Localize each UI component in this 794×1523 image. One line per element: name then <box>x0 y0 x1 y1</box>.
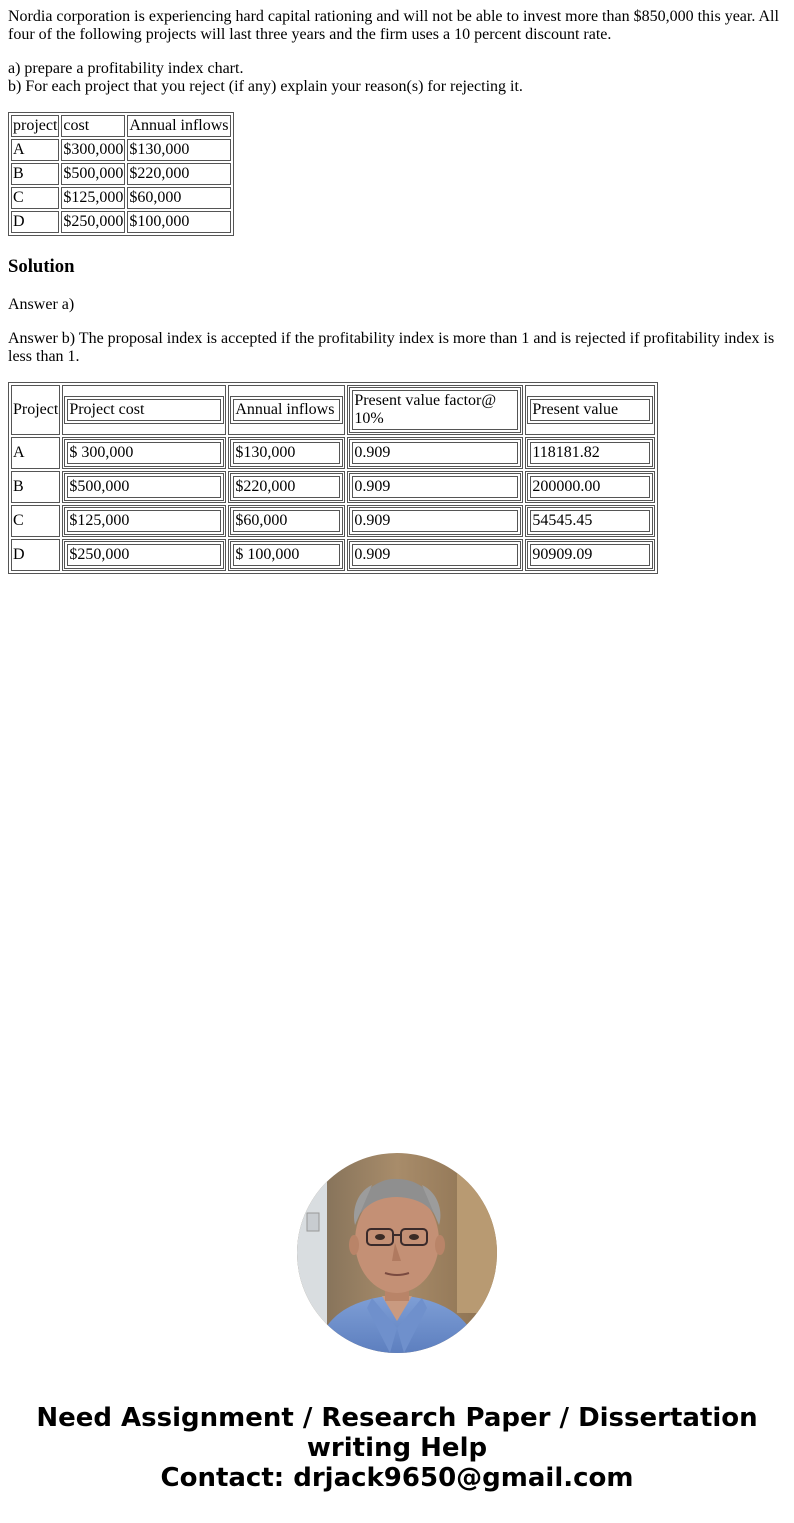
solution-heading: Solution <box>8 256 75 277</box>
header-cell: project <box>11 115 59 137</box>
table-cell: $ 300,000 <box>67 442 221 464</box>
table-cell: C <box>11 187 59 209</box>
table-header-row <box>11 115 231 137</box>
table-row <box>11 539 655 571</box>
footer-line: writing Help <box>306 1433 488 1463</box>
table-row <box>11 163 231 185</box>
table-cell: $60,000 <box>127 187 230 209</box>
header-cell: Present value factor@ 10% <box>352 390 518 430</box>
projects-table <box>8 112 234 236</box>
answer-a: Answer a) <box>8 296 75 313</box>
table-row <box>11 211 231 233</box>
table-cell: $100,000 <box>127 211 230 233</box>
table-cell: D <box>11 211 59 233</box>
table-row <box>11 471 655 503</box>
table-cell: 0.909 <box>352 510 518 532</box>
table-cell: B <box>11 471 60 503</box>
header-cell: Project <box>11 385 60 435</box>
header-cell: Annual inflows <box>127 115 230 137</box>
header-cell: Present value <box>530 399 650 421</box>
table-cell: $250,000 <box>67 544 221 566</box>
table-row <box>11 139 231 161</box>
table-row <box>11 187 231 209</box>
present-value-table <box>8 382 658 574</box>
avatar <box>297 1153 497 1353</box>
table-row <box>11 437 655 469</box>
question-part-b: b) For each project that you reject (if any) explain your reason(s) for rejecting it. <box>8 78 523 95</box>
table-cell: A <box>11 139 59 161</box>
question-part-a: a) prepare a profitability index chart. <box>8 60 244 77</box>
question-parts <box>8 60 786 96</box>
question-intro: Nordia corporation is experiencing hard capital rationing and will not be able to invest more than $850,000 this year. All four of the following projects will last three years and the firm uses a 10 percent discount rate. <box>8 8 779 43</box>
header-cell: cost <box>61 115 125 137</box>
avatar-photo <box>297 1153 497 1353</box>
table-cell: C <box>11 505 60 537</box>
footer-promo <box>0 1403 794 1493</box>
table-cell: $125,000 <box>61 187 125 209</box>
table-cell: A <box>11 437 60 469</box>
header-cell: Annual inflows <box>233 399 340 421</box>
table-cell: $130,000 <box>127 139 230 161</box>
table-cell: 54545.45 <box>530 510 650 532</box>
table-cell: $130,000 <box>233 442 340 464</box>
document-body <box>0 0 794 574</box>
table-cell: D <box>11 539 60 571</box>
footer-line: Need Assignment / Research Paper / Dissertation <box>36 1403 758 1433</box>
table-cell: 0.909 <box>352 476 518 498</box>
table-cell: $60,000 <box>233 510 340 532</box>
table-cell: 200000.00 <box>530 476 650 498</box>
table-cell: 118181.82 <box>530 442 650 464</box>
footer-contact: Contact: drjack9650@gmail.com <box>160 1463 634 1493</box>
table-cell: $250,000 <box>61 211 125 233</box>
header-cell: Project cost <box>67 399 221 421</box>
table-header-row <box>11 385 655 435</box>
table-cell: 0.909 <box>352 544 518 566</box>
table-cell: $125,000 <box>67 510 221 532</box>
table-cell: $500,000 <box>67 476 221 498</box>
table-cell: $220,000 <box>127 163 230 185</box>
table-cell: $ 100,000 <box>233 544 340 566</box>
table-cell: $500,000 <box>61 163 125 185</box>
table-cell: 0.909 <box>352 442 518 464</box>
answer-b: Answer b) The proposal index is accepted if the profitability index is more than 1 and is rejected if profitability index is less than 1. <box>8 330 775 365</box>
table-cell: B <box>11 163 59 185</box>
table-cell: 90909.09 <box>530 544 650 566</box>
table-cell: $220,000 <box>233 476 340 498</box>
table-cell: $300,000 <box>61 139 125 161</box>
table-row <box>11 505 655 537</box>
